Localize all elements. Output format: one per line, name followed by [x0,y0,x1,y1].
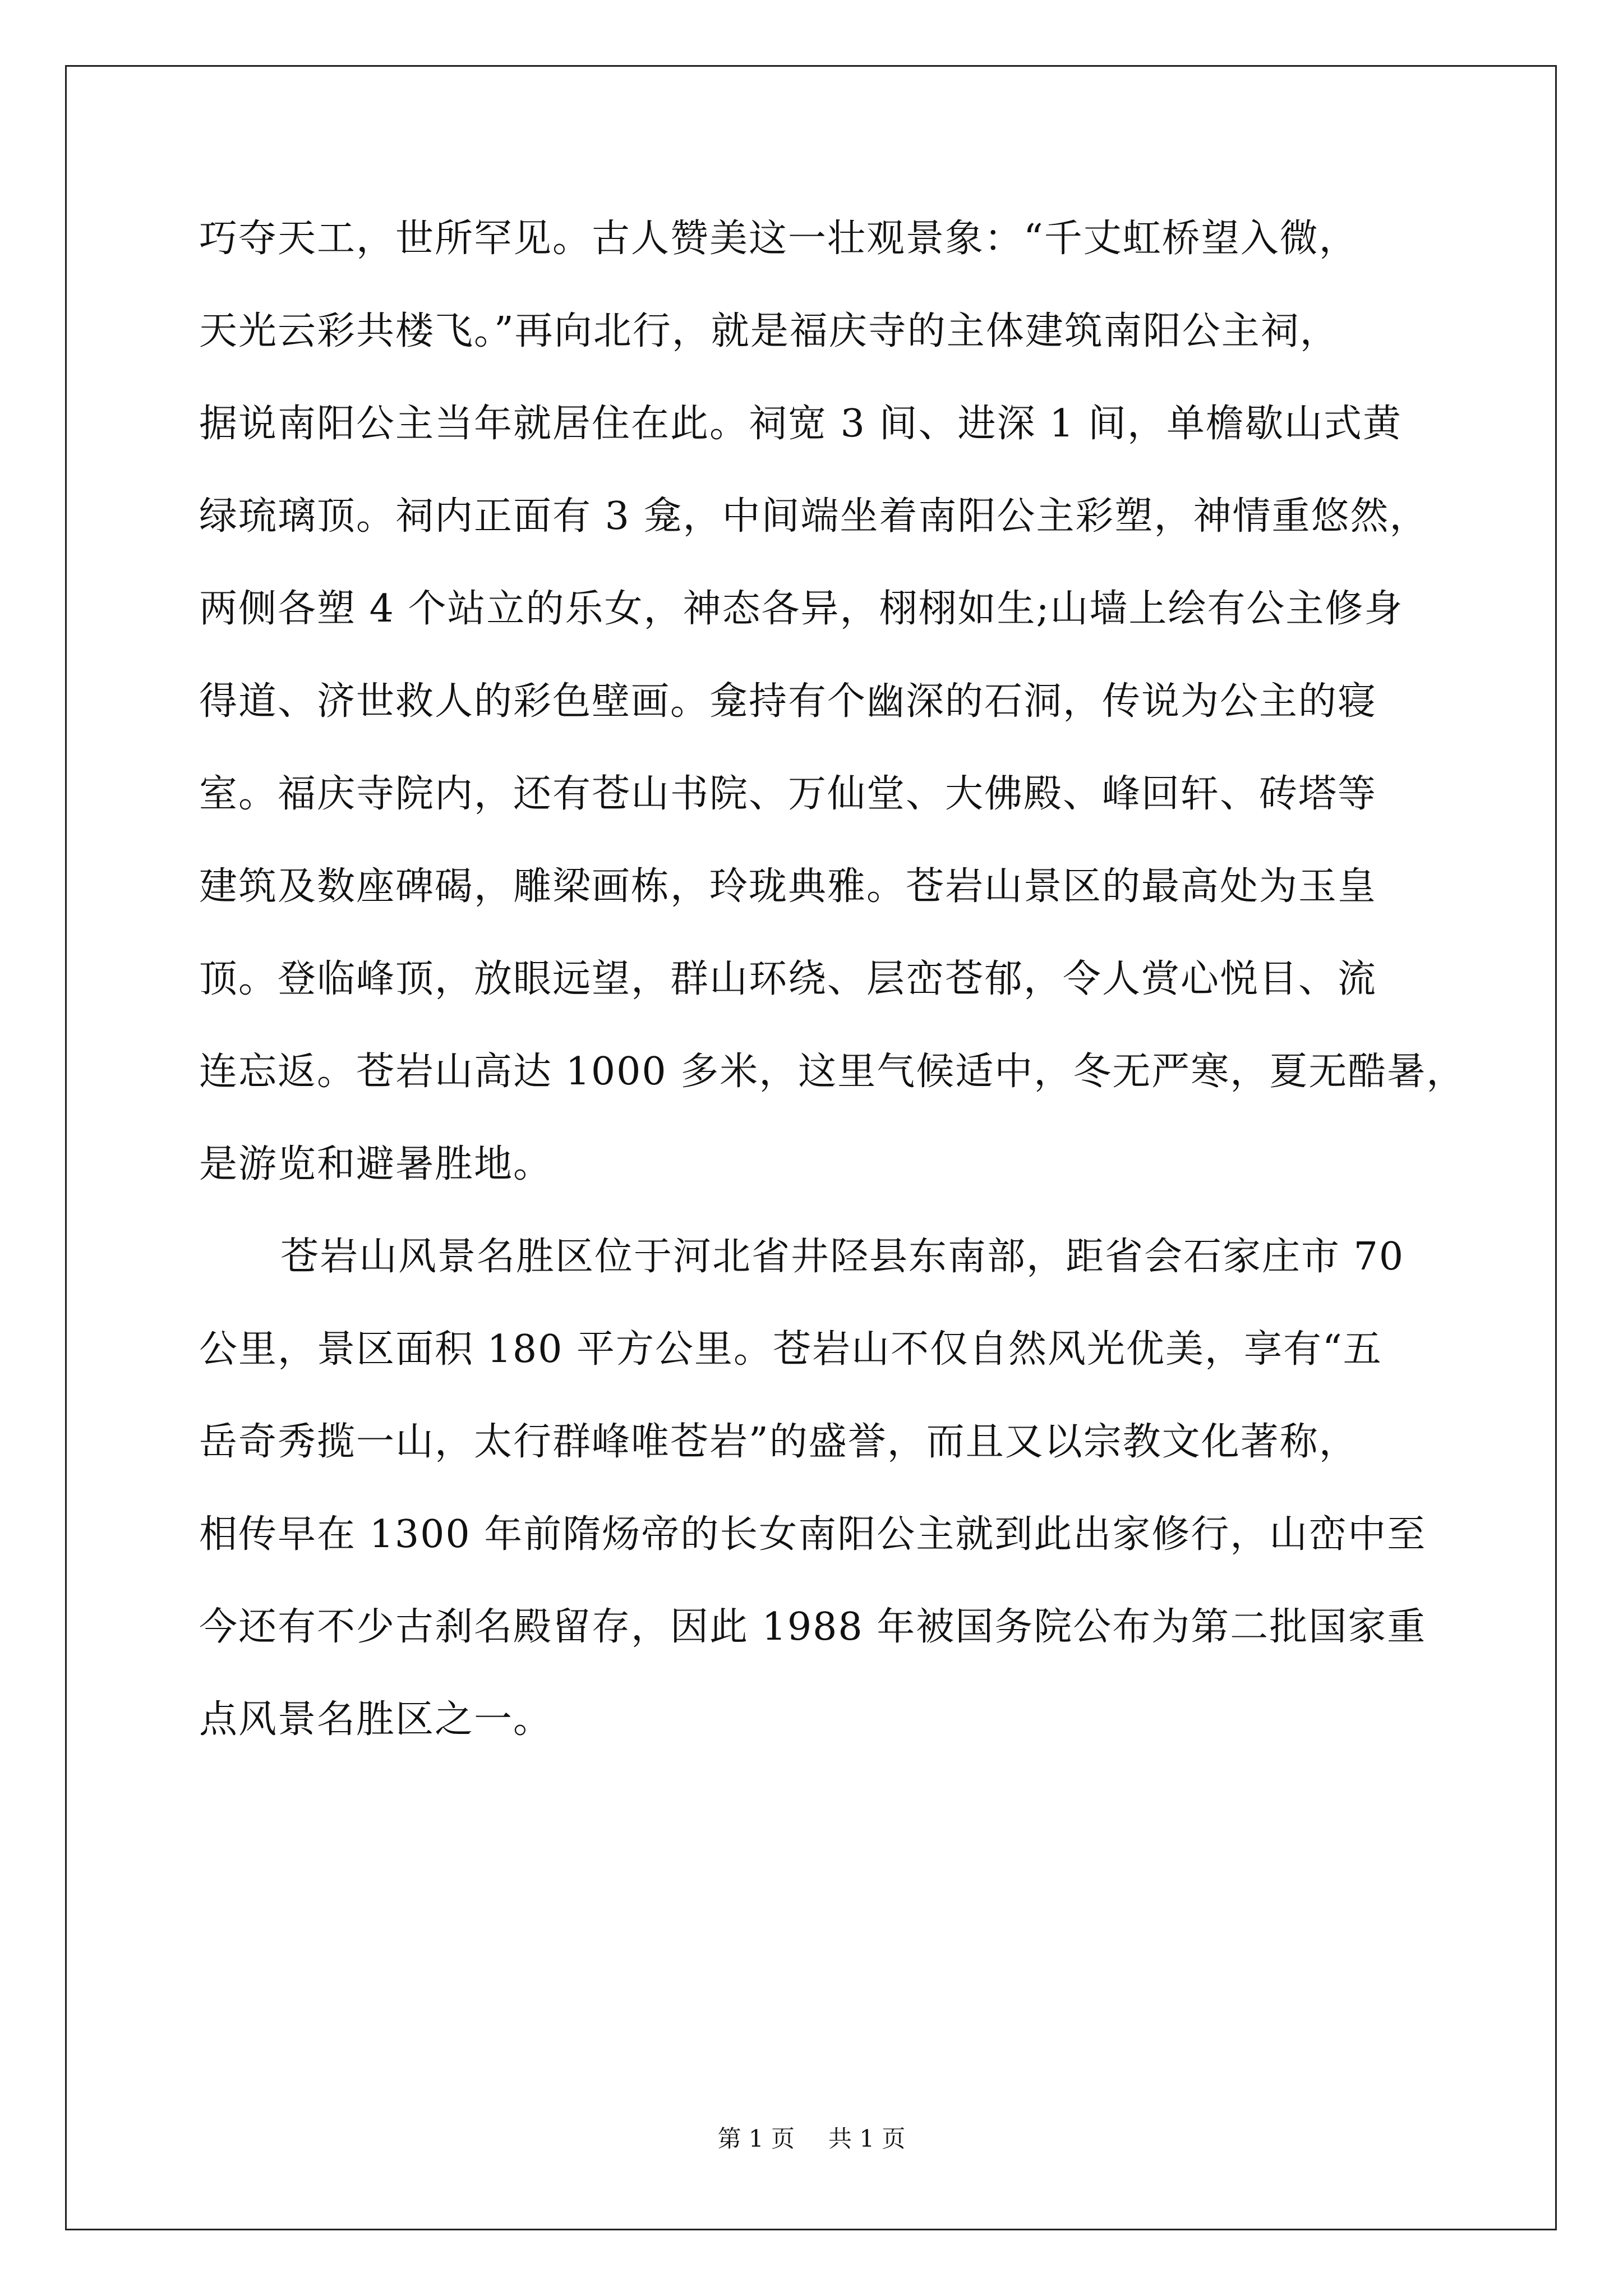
page-total: 共 1 页 [828,2125,906,2152]
paragraph-1-line-10: 连忘返。苍岩山高达 1000 多米，这里气候适中，冬无严寒，夏无酷暑， [199,1050,1466,1094]
paragraph-2-line-2: 公里，景区面积 180 平方公里。苍岩山不仅自然风光优美，享有“五 [199,1327,1382,1372]
paragraph-2-line-4: 相传早在 1300 年前隋炀帝的长女南阳公主就到此出家修行，山峦中至 [199,1512,1427,1557]
paragraph-1-line-8: 建筑及数座碑碣，雕梁画栋，玲珑典雅。苍岩山景区的最高处为玉皇 [199,864,1377,909]
paragraph-1-line-1: 巧夺天工，世所罕见。古人赞美这一壮观景象：“千丈虹桥望入微， [199,217,1358,261]
page-footer [0,2127,1623,2151]
paragraph-2-line-5: 今还有不少古刹名殿留存，因此 1988 年被国务院公布为第二批国家重 [199,1605,1427,1649]
paragraph-1-line-9: 顶。登临峰顶，放眼远望，群山环绕、层峦苍郁，令人赏心悦目、流 [199,957,1377,1001]
paragraph-1-line-2: 天光云彩共楼飞。”再向北行，就是福庆寺的主体建筑南阳公主祠， [199,309,1339,353]
paragraph-1-line-5: 两侧各塑 4 个站立的乐女，神态各异，栩栩如生;山墙上绘有公主修身 [199,587,1404,631]
paragraph-1-line-11: 是游览和避暑胜地。 [199,1142,553,1186]
page-number: 第 1 页 [717,2125,795,2152]
paragraph-1-line-4: 绿琉璃顶。祠内正面有 3 龛，中间端坐着南阳公主彩塑，神情重悠然， [199,494,1429,539]
paragraph-1-line-6: 得道、济世救人的彩色壁画。龛持有个幽深的石洞，传说为公主的寝 [199,679,1377,724]
paragraph-1-line-7: 室。福庆寺院内，还有苍山书院、万仙堂、大佛殿、峰回轩、砖塔等 [199,772,1377,816]
paragraph-1-line-3: 据说南阳公主当年就居住在此。祠宽 3 间、进深 1 间，单檐歇山式黄 [199,402,1402,446]
paragraph-2-line-1: 苍岩山风景名胜区位于河北省井陉县东南部，距省会石家庄市 70 [280,1235,1405,1279]
paragraph-2-line-6: 点风景名胜区之一。 [199,1697,553,1742]
paragraph-2-line-3: 岳奇秀揽一山，太行群峰唯苍岩”的盛誉，而且又以宗教文化著称， [199,1420,1358,1464]
